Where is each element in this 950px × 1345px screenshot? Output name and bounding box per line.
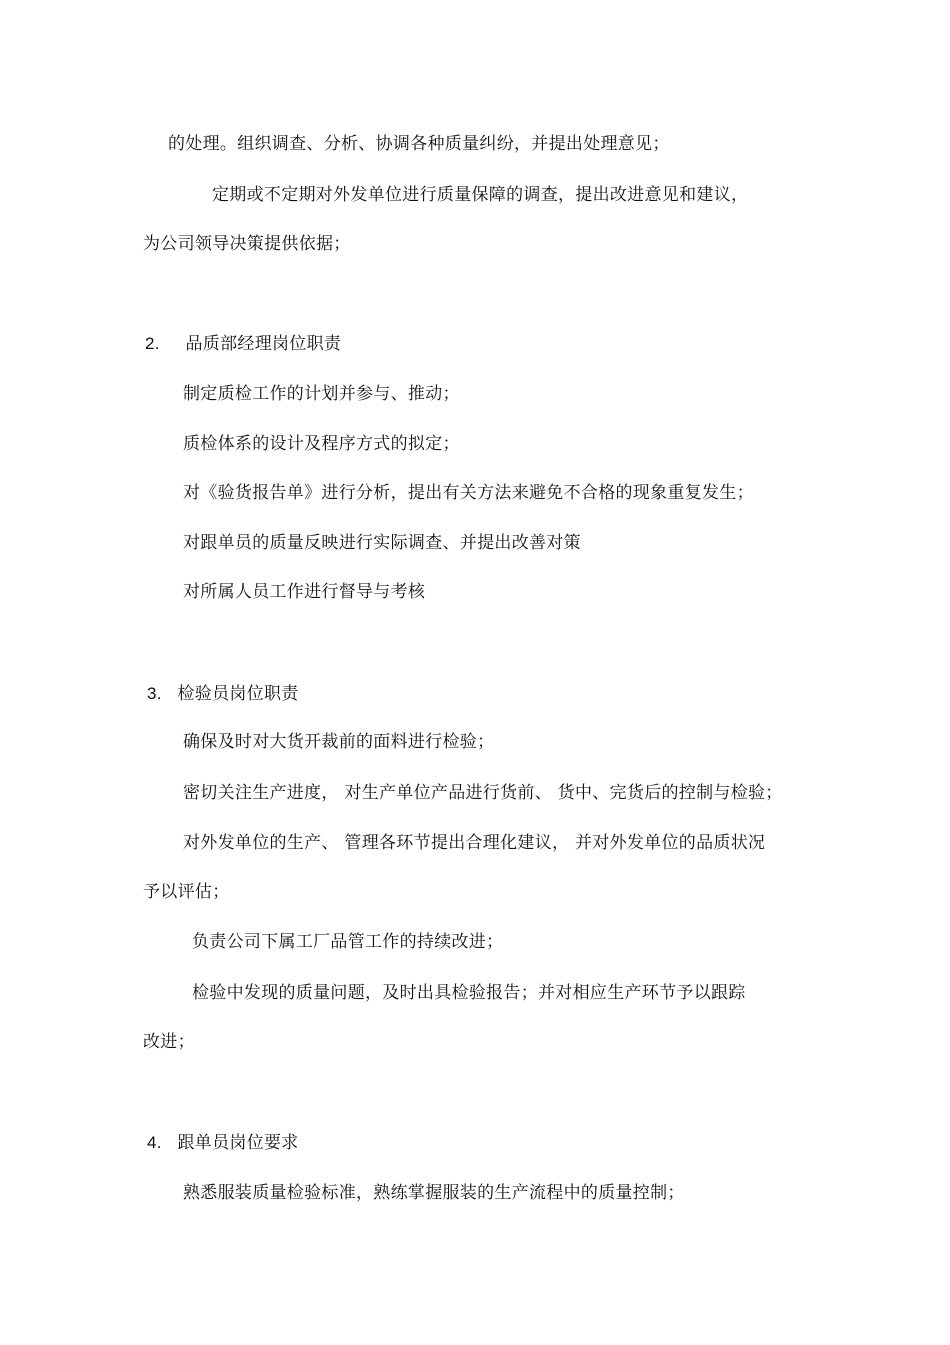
section-title: 检验员岗位职责 xyxy=(177,684,299,704)
section-title: 品质部经理岗位职责 xyxy=(185,334,342,354)
section-number: 2. xyxy=(145,334,160,353)
paragraph-line: 定期或不定期对外发单位进行质量保障的调查，提出改进意见和建议， xyxy=(212,185,749,205)
paragraph-line: 的处理。组织调查、分析、协调各种质量纠纷，并提出处理意见； xyxy=(168,134,670,154)
list-item: 对所属人员工作进行督导与考核 xyxy=(183,582,426,602)
list-item: 确保及时对大货开裁前的面料进行检验； xyxy=(183,732,495,752)
section-heading xyxy=(147,1132,299,1154)
list-item: 检验中发现的质量问题，及时出具检验报告；并对相应生产环节予以跟踪 xyxy=(192,983,746,1003)
list-item: 对外发单位的生产、 管理各环节提出合理化建议， 并对外发单位的品质状况 xyxy=(183,833,766,853)
list-item: 制定质检工作的计划并参与、推动； xyxy=(183,384,460,404)
section-title: 跟单员岗位要求 xyxy=(177,1133,299,1153)
section-number: 3. xyxy=(147,684,162,703)
list-item-continuation: 改进； xyxy=(143,1032,195,1052)
list-item: 熟悉服装质量检验标准，熟练掌握服装的生产流程中的质量控制； xyxy=(183,1183,685,1203)
section-heading xyxy=(147,683,299,705)
list-item: 负责公司下属工厂品管工作的持续改进； xyxy=(192,932,504,952)
section-heading xyxy=(145,333,341,355)
section-number: 4. xyxy=(147,1133,162,1152)
paragraph-line: 为公司领导决策提供依据； xyxy=(143,234,351,254)
list-item: 密切关注生产进度， 对生产单位产品进行货前、 货中、完货后的控制与检验； xyxy=(183,783,783,803)
list-item-continuation: 予以评估； xyxy=(143,882,230,902)
list-item: 对跟单员的质量反映进行实际调查、并提出改善对策 xyxy=(183,533,581,553)
list-item: 质检体系的设计及程序方式的拟定； xyxy=(183,434,460,454)
list-item: 对《验货报告单》进行分析，提出有关方法来避免不合格的现象重复发生； xyxy=(183,483,754,503)
